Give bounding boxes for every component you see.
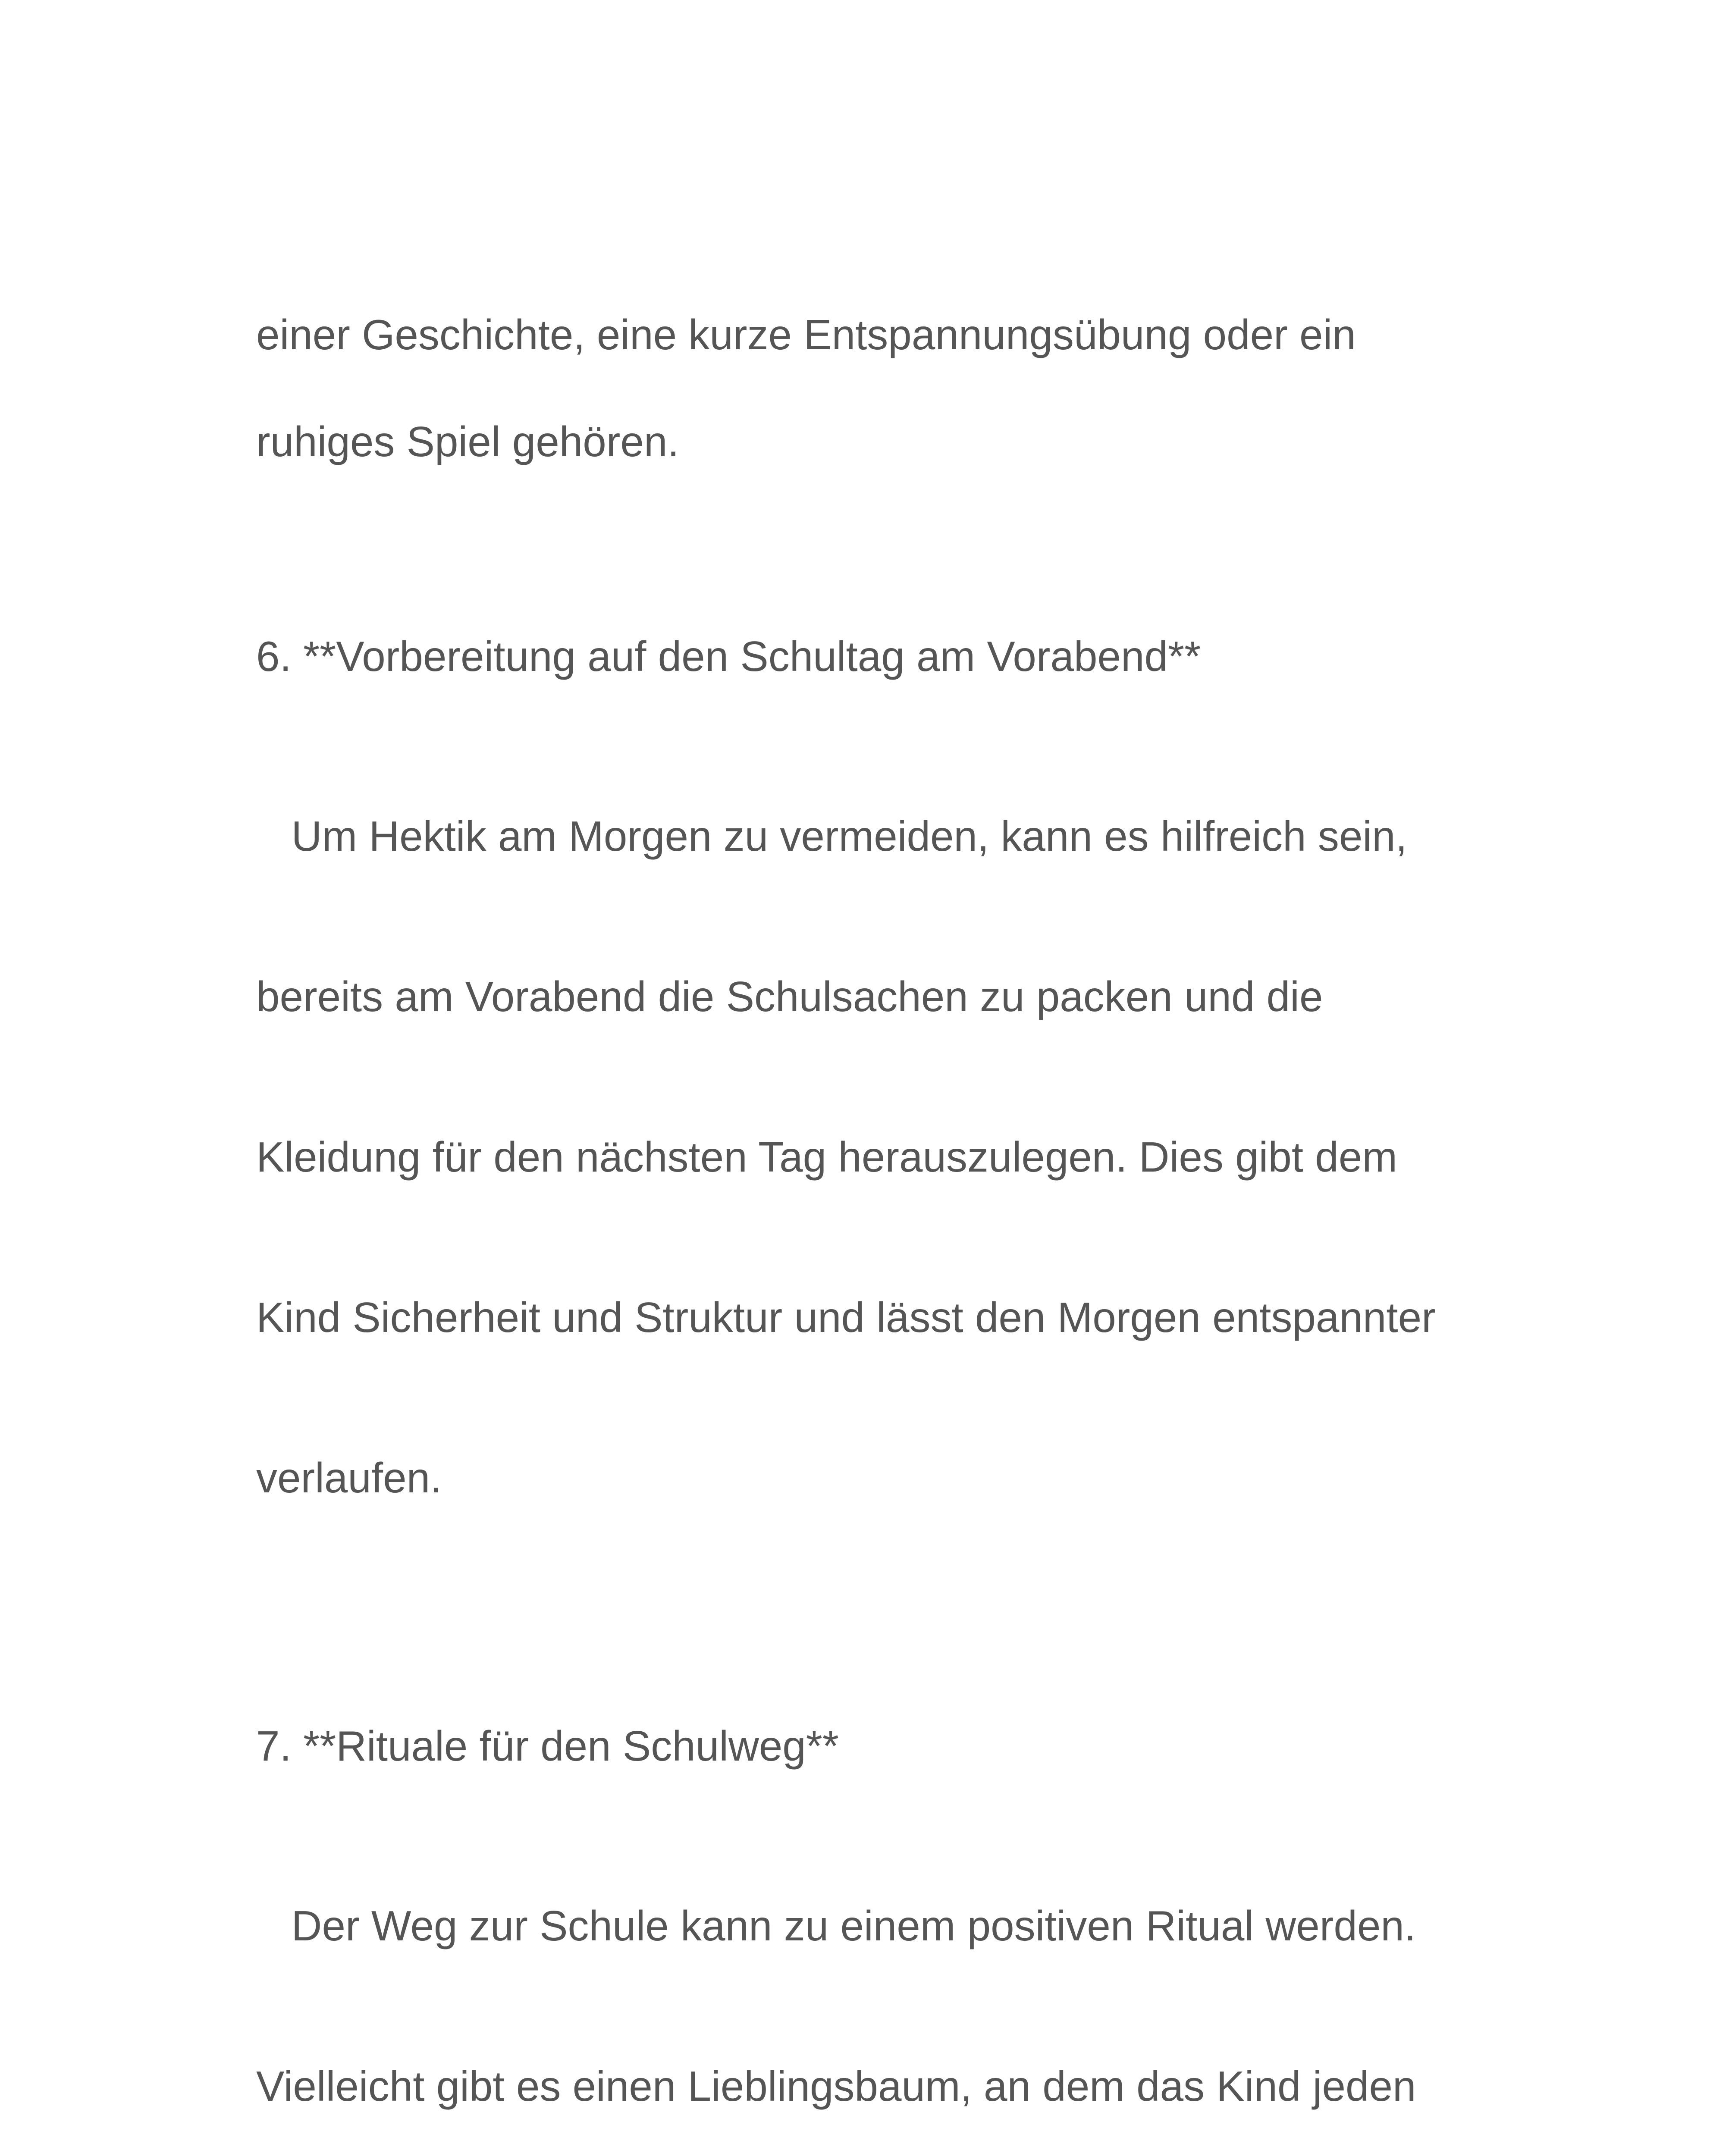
section-6 (256, 630, 1507, 1611)
section-paragraph (256, 1792, 1507, 2156)
text-line: einer Geschichte, eine kurze Entspannungsübung oder ein (256, 311, 1356, 358)
text-line: Kind Sicherheit und Struktur und lässt den Morgen entspannter (256, 1294, 1436, 1341)
section-heading: 7. **Rituale für den Schulweg** (256, 1722, 839, 1770)
text-line: Kleidung für den nächsten Tag herauszulegen. Dies gibt dem (256, 1133, 1397, 1181)
section-7 (256, 1719, 1507, 2156)
text-line: Vielleicht gibt es einen Lieblingsbaum, an dem das Kind jeden (256, 2062, 1416, 2110)
page-body (256, 254, 1507, 2156)
section-paragraph (256, 702, 1507, 1611)
intro-continuation (256, 254, 1507, 522)
section-heading: 6. **Vorbereitung auf den Schultag am Vorabend** (256, 633, 1201, 680)
text-line: Um Hektik am Morgen zu vermeiden, kann es hilfreich sein, (256, 812, 1407, 860)
text-line: Der Weg zur Schule kann zu einem positiven Ritual werden. (256, 1902, 1416, 1949)
text-line: bereits am Vorabend die Schulsachen zu packen und die (256, 973, 1323, 1020)
text-line: verlaufen. (256, 1454, 442, 1501)
text-line: ruhiges Spiel gehören. (256, 418, 679, 465)
